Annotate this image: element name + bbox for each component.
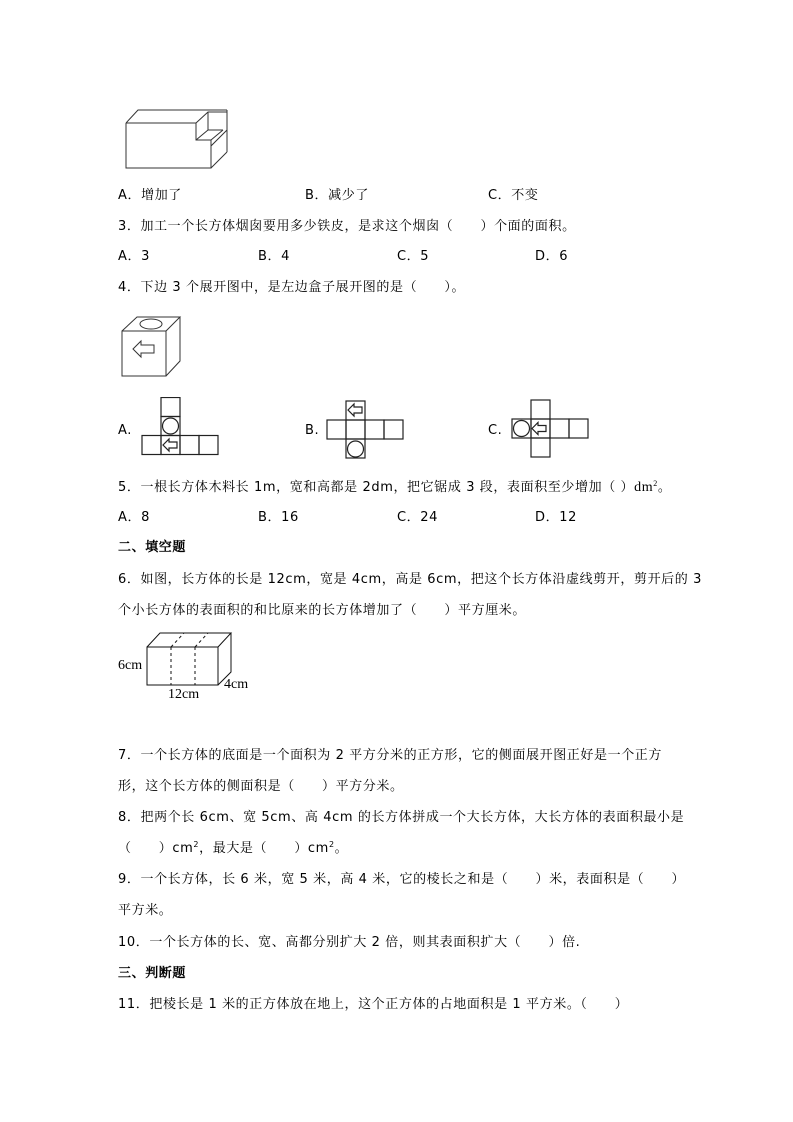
q8-blank-min: （ ）cm (118, 841, 194, 856)
q9-line2: 平方米。 (118, 903, 173, 918)
notched-cuboid-figure (118, 106, 228, 170)
q5-unit-text: dm (634, 480, 654, 495)
q2-option-c: C．不变 (488, 188, 539, 203)
arrow-left-icon (532, 423, 546, 435)
q3-option-a: A．3 (118, 249, 150, 264)
q4-net-a (141, 397, 221, 457)
q8-blank-max: ，最大是（ ）cm (199, 841, 329, 856)
notch-outline (196, 123, 211, 146)
q5-option-c: C．24 (397, 510, 439, 525)
arrow-left-icon (133, 341, 154, 357)
length-label: 12cm (168, 687, 200, 702)
circle-symbol-icon (514, 421, 530, 437)
q7-line2: 形，这个长方体的侧面积是（ ）平方分米。 (118, 779, 404, 794)
q2-option-a: A．增加了 (118, 188, 182, 203)
q5-unit (634, 480, 658, 495)
q4-option-b-label: B. (305, 423, 320, 438)
q4-option-c-label: C. (488, 423, 503, 438)
section-fill-in-title: 二、填空题 (118, 540, 187, 555)
q10-text: 10．一个长方体的长、宽、高都分别扩大 2 倍，则其表面积扩大（ ）倍. (118, 935, 581, 950)
q5-option-d: D．12 (535, 510, 577, 525)
q2-option-b: B．减少了 (305, 188, 369, 203)
q6-cuboid-figure (118, 632, 258, 704)
q5-text-main: 5．一根长方体木料长 1m，宽和高都是 2dm，把它锯成 3 段，表面积至少增加（ ） (118, 480, 635, 495)
q5-unit-sup: 2 (653, 479, 658, 488)
height-label: 6cm (118, 658, 143, 673)
section-true-false-title: 三、判断题 (118, 966, 187, 981)
q5-option-b: B．16 (258, 510, 299, 525)
width-label: 4cm (224, 677, 249, 692)
q8-sup-2: 2 (328, 840, 335, 849)
circle-symbol-icon (140, 319, 162, 329)
q6-line2: 个小长方体的表面积的和比原来的长方体增加了（ ）平方厘米。 (118, 603, 527, 618)
q4-option-a-label: A. (118, 423, 132, 438)
q4-net-c (511, 399, 593, 459)
circle-symbol-icon (163, 418, 179, 434)
q4-net-b (326, 400, 408, 460)
q5-option-a: A．8 (118, 510, 150, 525)
q3-option-b: B．4 (258, 249, 290, 264)
q3-option-d: D．6 (535, 249, 569, 264)
arrow-left-icon (348, 404, 362, 416)
q3-text: 3．加工一个长方体烟囱要用多少铁皮，是求这个烟囱（ ）个面的面积。 (118, 219, 576, 234)
cube-box-figure (120, 316, 182, 378)
q8-line1: 8．把两个长 6cm、宽 5cm、高 4cm 的长方体拼成一个大长方体，大长方体的表面积最小是 (118, 810, 685, 825)
q9-line1: 9．一个长方体，长 6 米，宽 5 米，高 4 米，它的棱长之和是（ ）米，表面积是（ ） (118, 872, 686, 887)
q8-sup-1: 2 (193, 840, 200, 849)
q8-end: 。 (334, 841, 349, 856)
q7-line1: 7．一个长方体的底面是一个面积为 2 平方分米的正方形，它的侧面展开图正好是一个正方 (118, 748, 663, 763)
q3-option-c: C．5 (397, 249, 430, 264)
q4-text: 4．下边 3 个展开图中，是左边盒子展开图的是（ ）。 (118, 280, 466, 295)
arrow-left-icon (163, 439, 177, 451)
q11-text: 11．把棱长是 1 米的正方体放在地上，这个正方体的占地面积是 1 平方米。（ ） (118, 997, 629, 1012)
q8-line2 (118, 841, 348, 857)
circle-symbol-icon (348, 441, 364, 457)
q6-line1: 6．如图，长方体的长是 12cm，宽是 4cm，高是 6cm，把这个长方体沿虚线剪开，剪开后的 3 (118, 572, 702, 587)
q5-text (118, 480, 671, 496)
q5-text-end: 。 (657, 480, 672, 495)
